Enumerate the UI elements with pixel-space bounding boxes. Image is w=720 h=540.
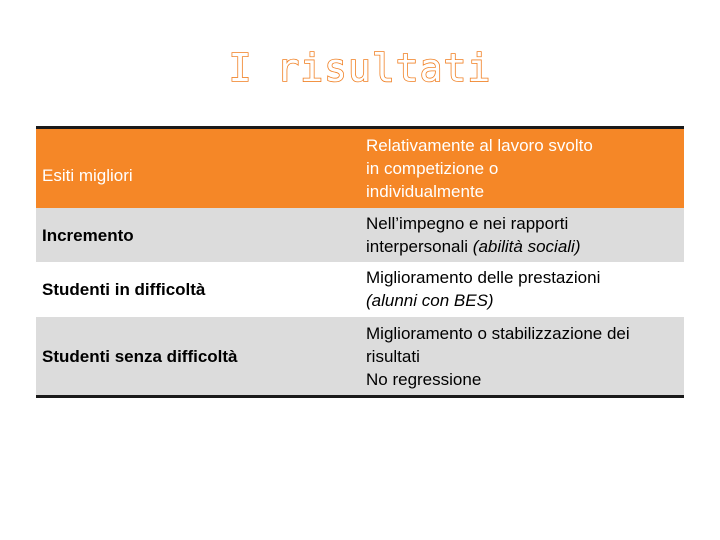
table-row [36,316,684,395]
table-row [36,262,684,316]
row-description-italic: (alunni con BES) [366,291,494,310]
header-right-line: Relativamente al lavoro svolto [366,136,593,155]
row-description-line: No regressione [366,369,482,389]
results-table [36,126,684,398]
row-label: Studenti senza difficoltà [42,346,238,366]
row-description-line: Miglioramento delle prestazioni [366,268,601,287]
table-header-row [36,129,684,208]
table-row [36,208,684,262]
header-right-line: individualmente [366,182,485,201]
row-description-text: interpersonali [366,237,473,256]
row-description [366,322,684,391]
row-description-italic: (abilità sociali) [472,237,581,256]
header-right-cell [366,134,684,203]
row-description-line: Miglioramento o stabilizzazione dei [366,323,630,343]
row-description [366,266,684,312]
slide-title: I risultati [228,46,492,90]
row-description-line: Nell’impegno e nei rapporti [366,214,569,233]
row-label: Studenti in difficoltà [42,279,206,299]
row-description-line [366,235,678,258]
row-description-line: risultati [366,346,420,366]
row-description [366,212,684,258]
row-label: Incremento [42,225,134,245]
header-left-cell: Esiti migliori [42,166,133,185]
header-right-line: in competizione o [366,159,499,178]
